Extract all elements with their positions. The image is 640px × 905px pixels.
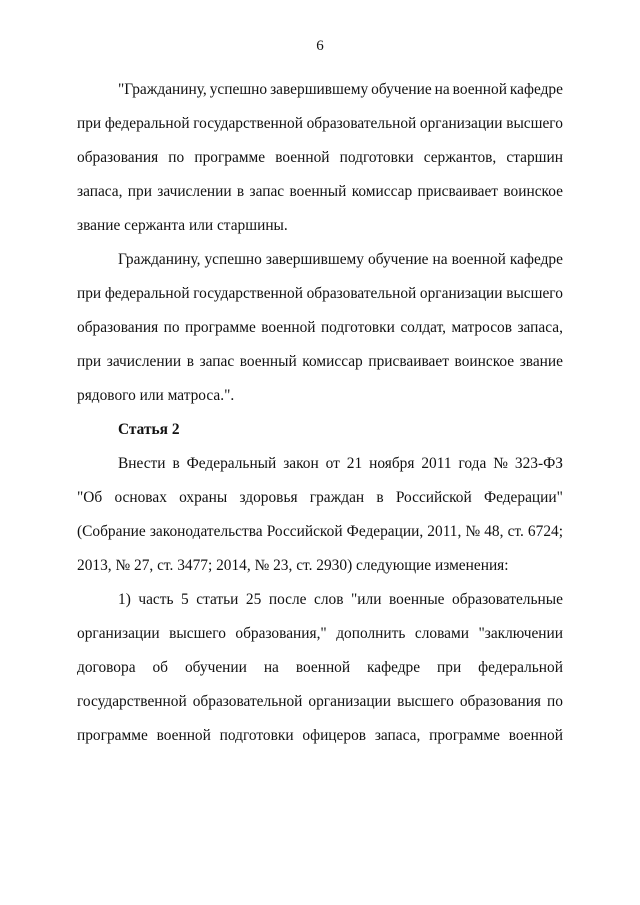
word: организации bbox=[308, 693, 392, 710]
word: зачислении bbox=[106, 353, 182, 370]
word: военной bbox=[261, 319, 316, 336]
text-line bbox=[77, 617, 563, 651]
word: звание bbox=[519, 353, 563, 370]
word: образовательной bbox=[306, 285, 417, 302]
word: обучение bbox=[371, 81, 432, 98]
word: "Гражданину, bbox=[118, 81, 207, 98]
word: подготовки bbox=[219, 727, 294, 744]
word: военной bbox=[295, 659, 351, 676]
word: Федерации" bbox=[483, 489, 563, 506]
text-line: 2013, № 27, ст. 3477; 2014, № 23, ст. 2930) следующие изменения: bbox=[77, 557, 509, 574]
word: организации bbox=[419, 115, 503, 132]
word: государственной bbox=[193, 115, 303, 132]
word: ст. bbox=[507, 523, 524, 540]
word: № bbox=[465, 523, 481, 540]
word: 6724; bbox=[527, 523, 563, 540]
word: запаса, bbox=[517, 319, 563, 336]
word: по bbox=[547, 693, 563, 710]
word: Федеральный bbox=[186, 455, 277, 472]
word: статьи bbox=[196, 591, 239, 608]
word: военной bbox=[275, 149, 330, 166]
word: 21 bbox=[346, 455, 363, 472]
word: слов bbox=[314, 591, 344, 608]
word: на bbox=[263, 659, 279, 676]
word: в bbox=[186, 353, 194, 370]
article-heading: Статья 2 bbox=[118, 421, 180, 438]
text-line bbox=[77, 243, 563, 277]
word: (Собрание bbox=[77, 523, 146, 540]
word: здоровья bbox=[239, 489, 298, 506]
word: высшего bbox=[397, 693, 454, 710]
word: обучение bbox=[368, 251, 429, 268]
word: военной bbox=[451, 251, 506, 268]
word: граждан bbox=[309, 489, 365, 506]
word: кафедре bbox=[367, 659, 421, 676]
word: Федерации, bbox=[346, 523, 424, 540]
word: военные bbox=[388, 591, 445, 608]
word: образовательной bbox=[192, 693, 303, 710]
word: кафедре bbox=[509, 251, 563, 268]
word: 2011 bbox=[421, 455, 452, 472]
word: Российской bbox=[395, 489, 472, 506]
word: подготовки bbox=[339, 149, 414, 166]
paragraph-3 bbox=[77, 447, 563, 583]
text-line: звание сержанта или старшины. bbox=[77, 217, 288, 234]
word: государственной bbox=[193, 285, 303, 302]
word: закон bbox=[283, 455, 319, 472]
word: старшин bbox=[506, 149, 563, 166]
word: при bbox=[77, 115, 102, 132]
word: после bbox=[268, 591, 307, 608]
text-line bbox=[77, 481, 563, 515]
paragraph-1 bbox=[77, 73, 563, 243]
word: договора bbox=[77, 659, 136, 676]
word: военной bbox=[508, 727, 563, 744]
word: запаса, bbox=[77, 183, 123, 200]
paragraph-2 bbox=[77, 243, 563, 413]
word: образования bbox=[77, 319, 159, 336]
word: комиссар bbox=[302, 353, 363, 370]
text-line bbox=[77, 175, 563, 209]
text-line bbox=[77, 277, 563, 311]
word: на bbox=[432, 251, 448, 268]
paragraph-4 bbox=[77, 583, 563, 753]
text-line bbox=[77, 583, 563, 617]
page-number: 6 bbox=[316, 38, 324, 54]
text-line bbox=[77, 311, 563, 345]
word: от bbox=[325, 455, 340, 472]
word: дополнить bbox=[336, 625, 406, 642]
word: законодательства bbox=[149, 523, 263, 540]
word: 1) bbox=[118, 591, 131, 608]
word: завершившему bbox=[270, 81, 369, 98]
word: словами bbox=[414, 625, 469, 642]
word: подготовки bbox=[320, 319, 395, 336]
word: запас bbox=[249, 183, 285, 200]
word: военной bbox=[452, 81, 507, 98]
word: комиссар bbox=[351, 183, 413, 200]
word: "Об bbox=[77, 489, 103, 506]
word: 25 bbox=[245, 591, 262, 608]
word: образования bbox=[459, 693, 542, 710]
word: года bbox=[458, 455, 487, 472]
word: запас bbox=[199, 353, 235, 370]
word: при bbox=[77, 353, 102, 370]
text-line bbox=[77, 141, 563, 175]
word: в bbox=[376, 489, 384, 506]
word: "заключении bbox=[478, 625, 563, 642]
word: образования," bbox=[235, 625, 327, 642]
word: 48, bbox=[484, 523, 504, 540]
word: образовательные bbox=[452, 591, 563, 608]
text-line: рядового или матроса.". bbox=[77, 387, 235, 404]
word: программе bbox=[429, 727, 500, 744]
document-body bbox=[77, 73, 563, 753]
word: охраны bbox=[179, 489, 228, 506]
word: федеральной bbox=[478, 659, 563, 676]
word: основах bbox=[114, 489, 167, 506]
text-line bbox=[77, 515, 563, 549]
text-line bbox=[77, 447, 563, 481]
word: высшего bbox=[506, 115, 563, 132]
word: матросов bbox=[451, 319, 513, 336]
word: при bbox=[437, 659, 462, 676]
word: успешно bbox=[204, 251, 262, 268]
text-line bbox=[77, 685, 563, 719]
word: программе bbox=[77, 727, 148, 744]
word: присваивает bbox=[368, 353, 449, 370]
word: при bbox=[127, 183, 152, 200]
word: 5 bbox=[181, 591, 189, 608]
word: Российской bbox=[266, 523, 343, 540]
word: организации bbox=[77, 625, 160, 642]
word: военной bbox=[156, 727, 211, 744]
word: 2011, bbox=[427, 523, 462, 540]
word: "или bbox=[351, 591, 382, 608]
word: зачислении bbox=[157, 183, 232, 200]
word: сержантов, bbox=[423, 149, 497, 166]
word: организации bbox=[419, 285, 503, 302]
word: Гражданину, bbox=[118, 251, 201, 268]
word: № bbox=[493, 455, 508, 472]
word: образовательной bbox=[306, 115, 417, 132]
word: федеральной bbox=[104, 115, 190, 132]
word: офицеров bbox=[302, 727, 367, 744]
word: присваивает bbox=[417, 183, 499, 200]
word: Внести bbox=[118, 455, 166, 472]
word: воинское bbox=[503, 183, 563, 200]
word: федеральной bbox=[104, 285, 190, 302]
word: военный bbox=[289, 183, 347, 200]
word: по bbox=[168, 149, 185, 166]
word: программе bbox=[194, 149, 266, 166]
word: на bbox=[434, 81, 450, 98]
word: запаса, bbox=[374, 727, 421, 744]
text-line bbox=[77, 651, 563, 685]
text-line bbox=[77, 719, 563, 753]
word: кафедре bbox=[509, 81, 563, 98]
word: при bbox=[77, 285, 102, 302]
word: по bbox=[163, 319, 180, 336]
text-line bbox=[77, 107, 563, 141]
word: военный bbox=[239, 353, 297, 370]
word: солдат, bbox=[400, 319, 447, 336]
word: государственной bbox=[77, 693, 187, 710]
word: программе bbox=[185, 319, 256, 336]
word: успешно bbox=[209, 81, 268, 98]
word: 323-ФЗ bbox=[514, 455, 563, 472]
word: воинское bbox=[454, 353, 515, 370]
word: обучении bbox=[184, 659, 247, 676]
word: завершившему bbox=[265, 251, 364, 268]
word: высшего bbox=[506, 285, 563, 302]
word: об bbox=[152, 659, 169, 676]
word: образования bbox=[77, 149, 159, 166]
word: в bbox=[236, 183, 245, 200]
word: часть bbox=[138, 591, 174, 608]
word: ноября bbox=[369, 455, 415, 472]
word: высшего bbox=[169, 625, 226, 642]
text-line bbox=[77, 345, 563, 379]
text-line bbox=[77, 73, 563, 107]
word: в bbox=[172, 455, 180, 472]
